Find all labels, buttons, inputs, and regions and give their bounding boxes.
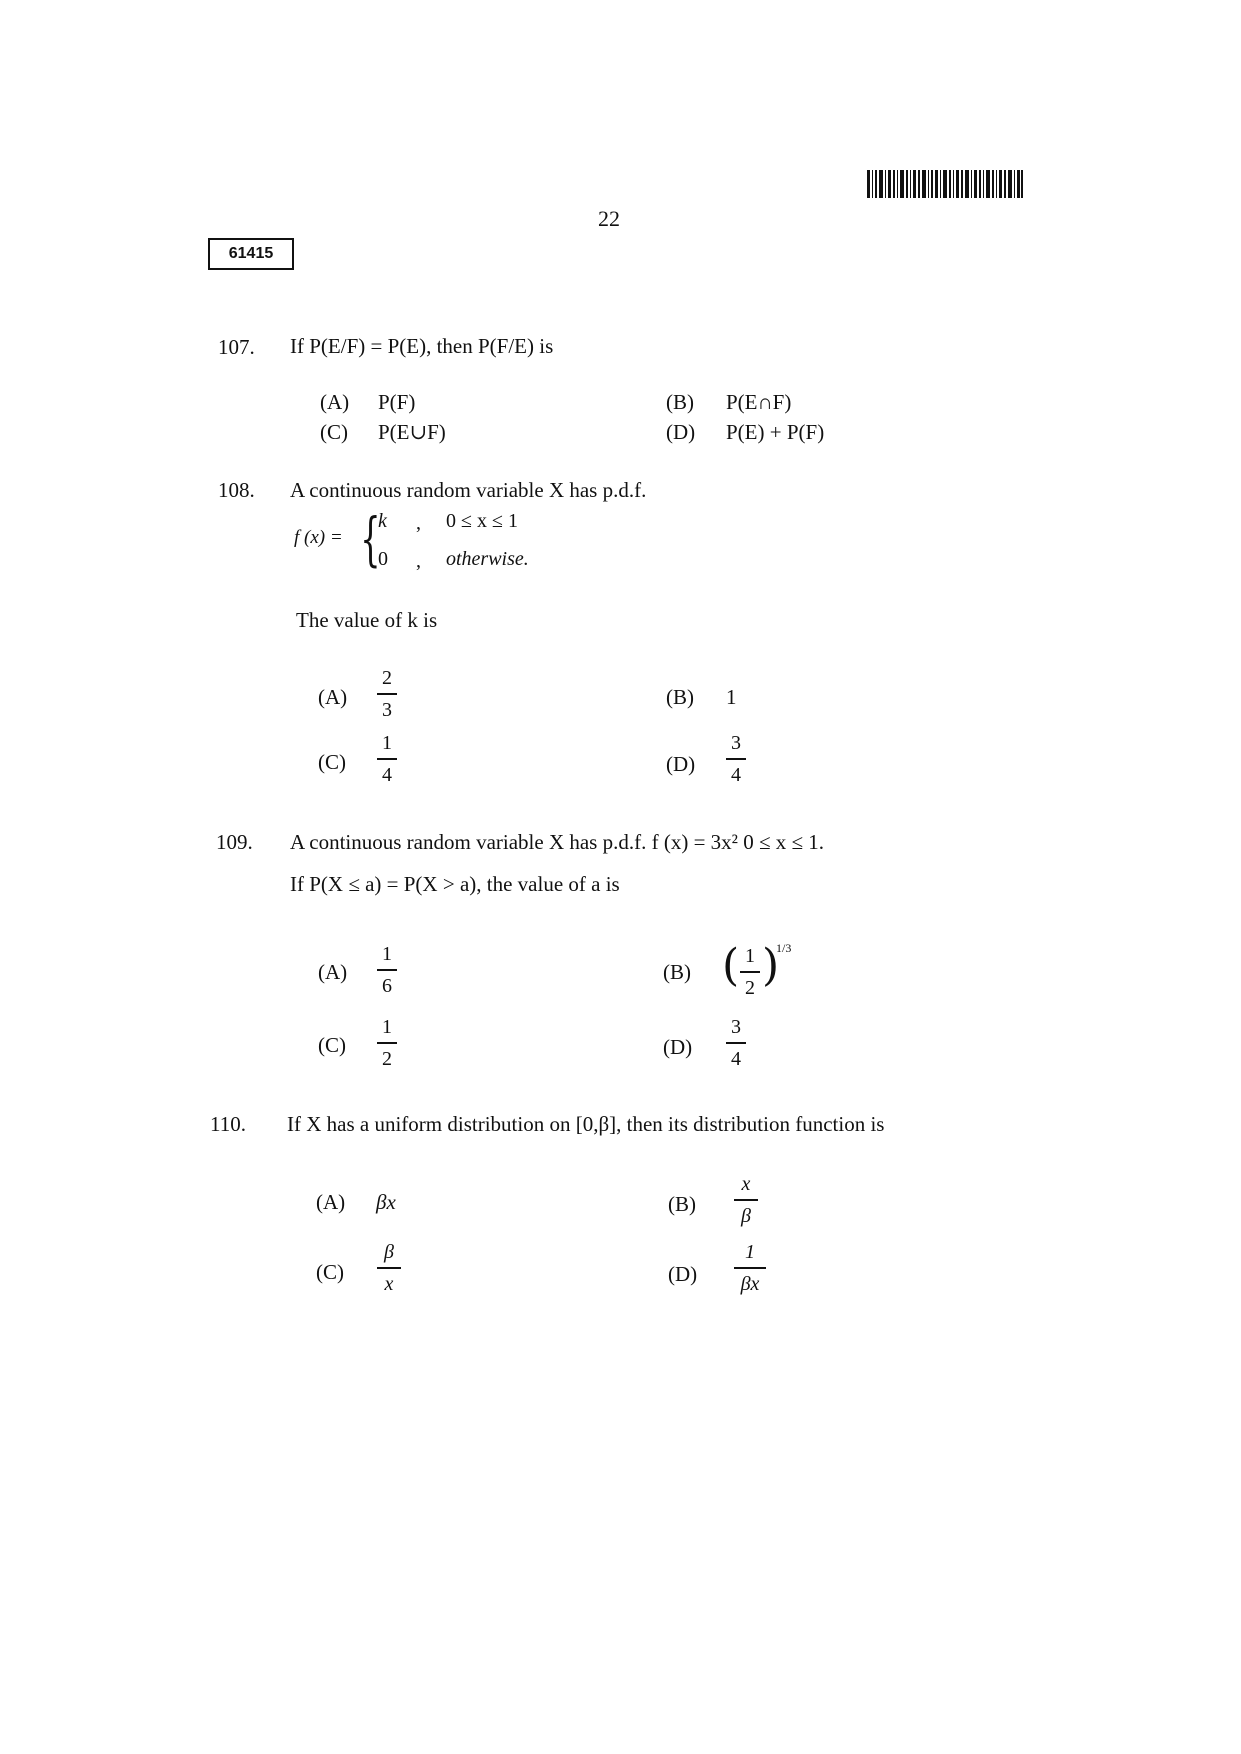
option-label: (B) [663,960,691,984]
exponent: 1/3 [776,941,792,955]
fraction-numerator: 3 [731,1016,741,1038]
question-text: A continuous random variable X has p.d.f. f (x) = 3x² 0 ≤ x ≤ 1. [290,830,825,854]
fraction [377,666,397,722]
fraction-denominator: 3 [382,698,392,721]
fraction-numerator: 2 [382,667,392,689]
fraction [726,731,746,787]
fraction [377,942,397,998]
case-value: k [378,510,387,532]
page-number: 22 [598,206,620,231]
fraction-denominator: x [384,1272,394,1295]
option-label: (C) [318,1033,346,1057]
question-number: 108. [218,478,255,502]
question-text: A continuous random variable X has p.d.f. [290,478,647,502]
fraction-denominator: 4 [731,763,741,786]
question-number: 107. [218,335,255,359]
fraction-denominator: 4 [731,1047,741,1070]
option-label: (D) [668,1262,698,1286]
option-label: (A) [318,685,348,709]
fraction-numerator: β [384,1241,394,1263]
fraction [726,1015,746,1071]
option-label: (D) [666,420,696,444]
fraction-numerator: x [741,1173,751,1195]
option-value: P(E∩F) [726,390,792,414]
fraction [740,944,760,1000]
barcode-graphic [867,170,1023,198]
option-label: (B) [666,390,694,414]
right-paren: ) [762,940,780,991]
fraction [734,1240,766,1296]
question-number: 109. [216,830,253,854]
case-condition: otherwise. [446,548,529,570]
question-number: 110. [210,1112,246,1136]
pdf-lhs: f (x) = [294,527,343,548]
option-label: (B) [666,685,694,709]
fraction-numerator: 1 [382,1016,392,1038]
option-value: 1 [726,685,737,709]
fraction [377,1240,401,1296]
paper-code-box: 61415 [208,238,294,270]
option-value: P(F) [378,390,416,414]
option-label: (C) [320,420,348,444]
fraction-numerator: 1 [382,732,392,754]
option-label: (D) [663,1035,693,1059]
option-label: (C) [318,750,346,774]
option-label: (C) [316,1260,344,1284]
fraction [734,1172,758,1228]
fraction-numerator: 1 [745,1241,755,1263]
case-separator: , [416,512,421,534]
fraction [377,731,397,787]
fraction-denominator: 4 [382,763,392,786]
barcode [867,170,1023,198]
option-value: P(E) + P(F) [726,420,825,444]
fraction-denominator: 2 [745,976,755,999]
fraction-denominator: 6 [382,974,392,997]
question-text: If X has a uniform distribution on [0,β], then its distribution function is [287,1112,885,1136]
left-brace: { [360,505,381,573]
fraction [377,1015,397,1071]
option-label: (B) [668,1192,696,1216]
case-condition: 0 ≤ x ≤ 1 [446,510,518,532]
question-prompt: The value of k is [296,608,438,632]
question-text-line2: If P(X ≤ a) = P(X > a), the value of a is [290,872,620,896]
left-paren: ( [722,940,740,991]
fraction-denominator: β [741,1204,751,1227]
option-label: (D) [666,752,696,776]
option-value: P(E∪F) [378,420,446,444]
fraction-numerator: 1 [745,945,755,967]
fraction-numerator: 3 [731,732,741,754]
case-separator: , [416,550,421,572]
question-text: If P(E/F) = P(E), then P(F/E) is [290,334,554,358]
case-value: 0 [378,548,388,570]
option-label: (A) [320,390,350,414]
option-label: (A) [316,1190,346,1214]
fraction-denominator: 2 [382,1047,392,1070]
fraction-numerator: 1 [382,943,392,965]
fraction-denominator: βx [740,1272,760,1295]
option-label: (A) [318,960,348,984]
option-value: βx [376,1190,396,1214]
